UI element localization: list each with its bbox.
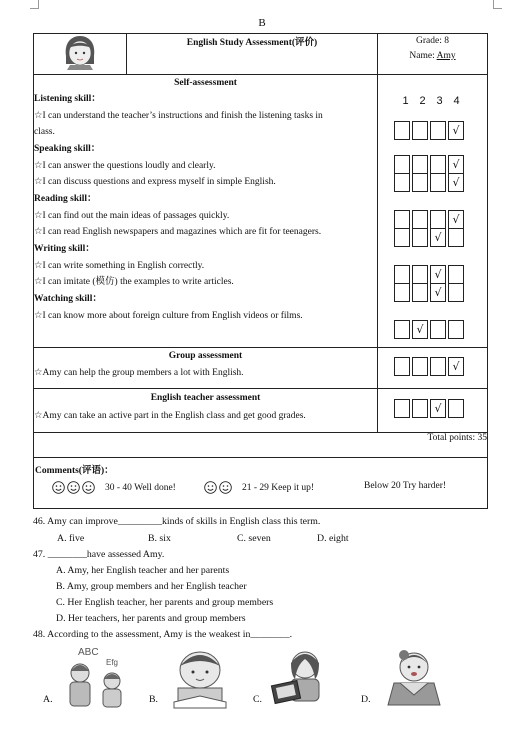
self-rating-row <box>394 283 466 301</box>
self-rating-row <box>394 210 466 228</box>
picture-text-abc: ABC <box>78 647 99 658</box>
self-rating-row <box>394 173 466 191</box>
group-assessment-title: Group assessment <box>168 351 243 361</box>
comment-level-3-text: Below 20 Try harder! <box>364 481 447 491</box>
q47-option-c[interactable]: C. Her English teacher, her parents and group members <box>56 597 274 608</box>
self-rating-box-1[interactable] <box>394 228 410 247</box>
self-rating-box-1[interactable] <box>394 265 410 284</box>
scale-4: 4 <box>453 95 460 107</box>
comment-level-2-text: 21 - 29 Keep it up! <box>242 482 315 493</box>
group-rating-box-3[interactable] <box>430 357 446 376</box>
smiley-face-icon <box>52 481 65 494</box>
group-assessment-cell <box>34 348 378 389</box>
teacher-rating-column <box>378 389 488 433</box>
self-rating-box-3[interactable]: √ <box>430 283 446 302</box>
scale-2: 2 <box>419 95 426 107</box>
skill-statement: ☆I can understand the teacher’s instructions and finish the listening tasks in <box>34 111 323 121</box>
comment-level-1-text: 30 - 40 Well done! <box>105 482 176 493</box>
self-rating-box-1[interactable] <box>394 155 410 174</box>
self-rating-box-2[interactable] <box>412 210 428 229</box>
scale-1: 1 <box>402 95 409 107</box>
self-rating-box-4[interactable]: √ <box>448 121 464 140</box>
group-rating-box-4[interactable]: √ <box>448 357 464 376</box>
smiley-face-icon <box>67 481 80 494</box>
teacher-assessment-cell <box>34 389 378 433</box>
skill-heading: Speaking skill： <box>34 144 101 154</box>
self-rating-box-3[interactable]: √ <box>430 265 446 284</box>
q46-option-d[interactable]: D. eight <box>317 533 349 544</box>
self-rating-box-4[interactable] <box>448 228 464 247</box>
self-rating-box-1[interactable] <box>394 283 410 302</box>
computer-girl-picture-icon[interactable] <box>265 645 337 711</box>
self-rating-box-4[interactable] <box>448 320 464 339</box>
skill-statement: ☆I can find out the main ideas of passages quickly. <box>34 211 230 221</box>
teacher-rating-box-3[interactable]: √ <box>430 399 446 418</box>
q47-option-d[interactable]: D. Her teachers, her parents and group members <box>56 613 246 624</box>
grade-label: Grade: 8 <box>416 36 449 46</box>
q48-option-b[interactable]: B. <box>149 694 158 705</box>
assessment-table <box>33 33 488 509</box>
self-rating-box-2[interactable] <box>412 155 428 174</box>
self-rating-box-4[interactable]: √ <box>448 210 464 229</box>
skill-statement: ☆I can discuss questions and express myself in simple English. <box>34 177 276 187</box>
teacher-rating-box-4[interactable] <box>448 399 464 418</box>
comment-level-1 <box>52 481 176 494</box>
name-label: Name: <box>409 51 437 61</box>
group-rating-box-1[interactable] <box>394 357 410 376</box>
girl-portrait-icon <box>60 34 100 70</box>
self-rating-column <box>378 75 488 348</box>
self-rating-box-1[interactable] <box>394 320 410 339</box>
comments-title: Comments(评语)： <box>35 466 114 476</box>
comment-level-3 <box>364 481 446 491</box>
q48-option-a[interactable]: A. <box>43 694 53 705</box>
self-rating-box-3[interactable] <box>430 155 446 174</box>
assessment-title: English Study Assessment(评价) <box>127 34 378 75</box>
skills-list <box>34 90 377 324</box>
listening-girls-picture-icon[interactable] <box>62 643 140 711</box>
self-rating-box-2[interactable] <box>412 265 428 284</box>
teacher-assessment-title: English teacher assessment <box>150 393 261 403</box>
skill-statement: ☆I can write something in English correctly. <box>34 261 205 271</box>
self-rating-box-4[interactable]: √ <box>448 173 464 192</box>
skill-statement: ☆I can imitate (模仿) the examples to write articles. <box>34 277 234 287</box>
self-rating-row <box>394 320 466 338</box>
picture-text-efg: Efg <box>106 658 119 667</box>
name-line <box>378 49 487 64</box>
student-name: Amy <box>436 51 456 61</box>
question-46-stem: 46. Amy can improve_________kinds of skills in English class this term. <box>33 516 321 527</box>
self-rating-box-3[interactable] <box>430 121 446 140</box>
teacher-rating-box-1[interactable] <box>394 399 410 418</box>
group-assessment-text: ☆Amy can help the group members a lot with English. <box>34 368 244 378</box>
self-rating-box-4[interactable] <box>448 283 464 302</box>
self-rating-box-3[interactable] <box>430 210 446 229</box>
skill-heading: Listening skill： <box>34 94 101 104</box>
skill-statement: ☆I can read English newspapers and magazines which are fit for teenagers. <box>34 227 322 237</box>
group-rating-column <box>378 348 488 389</box>
section-letter: B <box>258 17 266 29</box>
self-rating-box-2[interactable] <box>412 121 428 140</box>
avatar <box>34 34 127 75</box>
total-points: Total points: 35 <box>34 433 488 458</box>
self-rating-row <box>394 121 466 139</box>
self-rating-box-2[interactable] <box>412 283 428 302</box>
teacher-rating-box-2[interactable] <box>412 399 428 418</box>
smiley-face-icon <box>82 481 95 494</box>
self-rating-row <box>394 265 466 283</box>
self-rating-box-3[interactable] <box>430 320 446 339</box>
comments-cell <box>34 458 488 509</box>
q47-option-a[interactable]: A. Amy, her English teacher and her parents <box>56 565 230 576</box>
q48-option-d[interactable]: D. <box>361 694 371 705</box>
self-rating-box-4[interactable] <box>448 265 464 284</box>
self-rating-box-2[interactable] <box>412 173 428 192</box>
self-rating-box-2[interactable] <box>412 228 428 247</box>
skill-statement: ☆I can know more about foreign culture from English videos or films. <box>34 311 303 321</box>
group-rating-boxes <box>394 357 466 375</box>
question-47-stem: 47. ________have assessed Amy. <box>33 549 165 560</box>
self-rating-box-3[interactable] <box>430 173 446 192</box>
self-rating-row <box>394 228 466 246</box>
teacher-rating-boxes <box>394 399 466 417</box>
skill-heading: Reading skill： <box>34 194 97 204</box>
self-assessment-title: Self-assessment <box>174 78 237 88</box>
self-rating-box-2[interactable]: √ <box>412 320 428 339</box>
self-assessment-cell <box>34 75 378 348</box>
scale-3: 3 <box>436 95 443 107</box>
smiley-face-icon <box>219 481 232 494</box>
speaking-girl-picture-icon[interactable] <box>378 647 450 709</box>
skill-heading: Watching skill： <box>34 294 102 304</box>
smiley-face-icon <box>204 481 217 494</box>
self-rating-box-1[interactable] <box>394 121 410 140</box>
group-rating-box-2[interactable] <box>412 357 428 376</box>
q46-option-c[interactable]: C. seven <box>237 533 271 544</box>
self-rating-row <box>394 155 466 173</box>
q48-option-c[interactable]: C. <box>253 694 262 705</box>
rating-scale <box>397 95 465 107</box>
reading-girl-picture-icon[interactable] <box>160 648 240 710</box>
self-rating-box-4[interactable]: √ <box>448 155 464 174</box>
q46-option-b[interactable]: B. six <box>148 533 171 544</box>
skill-statement-continued: class. <box>34 127 55 137</box>
question-48-stem: 48. According to the assessment, Amy is the weakest in________. <box>33 629 293 640</box>
teacher-assessment-text: ☆Amy can take an active part in the English class and get good grades. <box>34 411 306 421</box>
page-corner-mark-left <box>30 0 39 9</box>
self-rating-box-3[interactable]: √ <box>430 228 446 247</box>
comment-level-2 <box>204 481 314 494</box>
skill-heading: Writing skill： <box>34 244 95 254</box>
self-rating-box-1[interactable] <box>394 173 410 192</box>
q47-option-b[interactable]: B. Amy, group members and her English teacher <box>56 581 247 592</box>
grade-name-cell <box>378 34 488 75</box>
self-rating-box-1[interactable] <box>394 210 410 229</box>
skill-statement: ☆I can answer the questions loudly and clearly. <box>34 161 216 171</box>
q46-option-a[interactable]: A. five <box>57 533 85 544</box>
page-corner-mark-right <box>493 0 502 9</box>
